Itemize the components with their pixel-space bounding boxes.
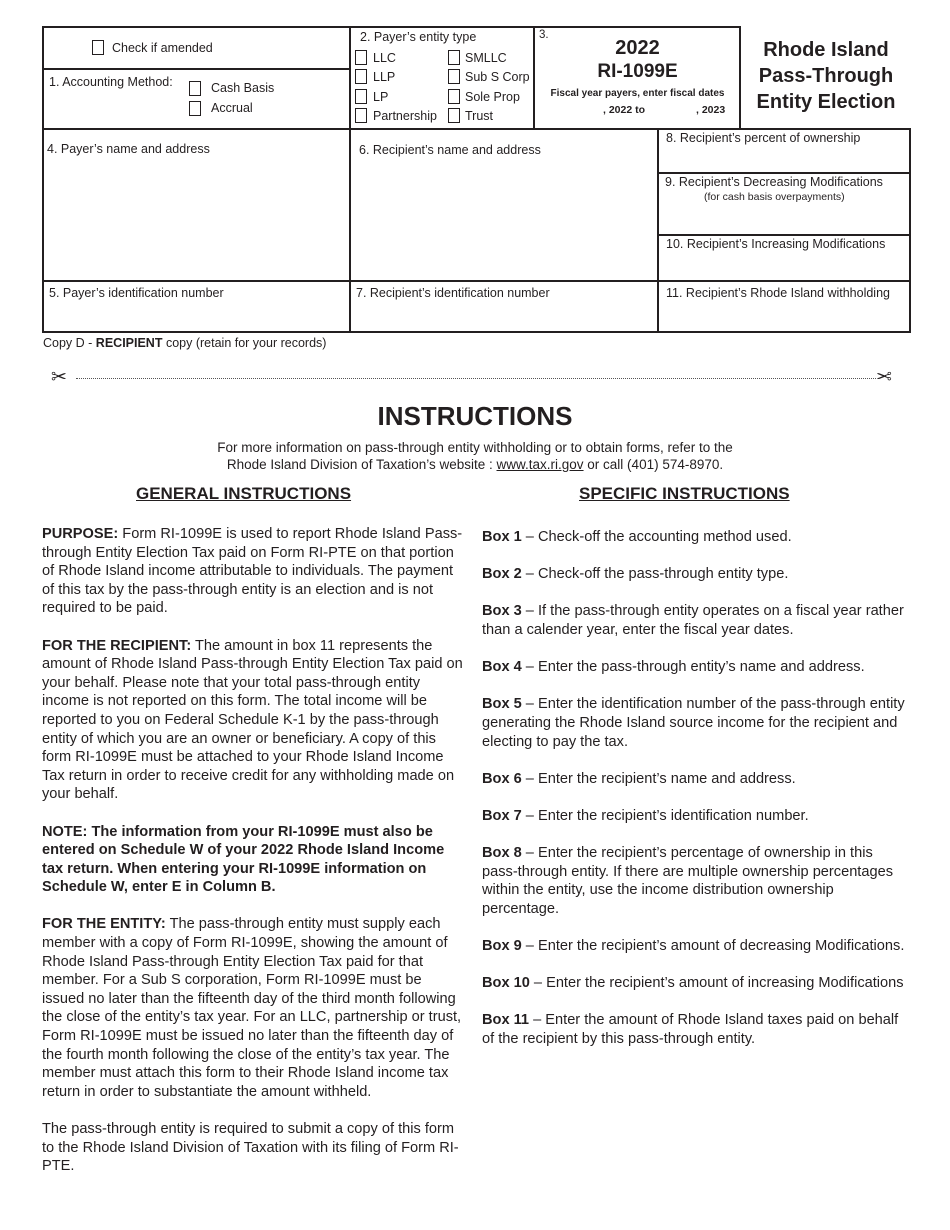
sub-s-corp-label: Sub S Corp: [465, 70, 530, 84]
copy-suffix: copy (retain for your records): [162, 336, 327, 350]
trust-checkbox[interactable]: [448, 108, 460, 123]
box-text: – Enter the pass-through entity’s name and address.: [521, 659, 865, 676]
specific-instructions: [482, 528, 910, 1067]
info-prefix: Rhode Island Division of Taxation’s website :: [226, 457, 497, 472]
info-suffix: or call (401) 574-8970.: [583, 457, 724, 472]
llp-checkbox[interactable]: [355, 69, 367, 84]
specific-item-box1: [482, 528, 910, 547]
copy-recipient: RECIPIENT: [95, 336, 163, 350]
specific-item-box3: [482, 602, 910, 639]
partnership-checkbox[interactable]: [355, 108, 367, 123]
accrual-checkbox[interactable]: [189, 101, 201, 116]
purpose-paragraph: [42, 525, 467, 618]
llc-label: LLC: [373, 51, 396, 65]
fiscal-year-note: Fiscal year payers, enter fiscal dates: [550, 88, 725, 99]
box7-recipient-id[interactable]: 7. Recipient’s identification number: [356, 286, 550, 300]
trust-label: Trust: [465, 109, 494, 123]
title-line-3: Entity Election: [756, 91, 896, 113]
form-number: RI-1099E: [597, 61, 678, 82]
sole-prop-label: Sole Prop: [465, 90, 520, 104]
website-link[interactable]: www.tax.ri.gov: [496, 457, 584, 472]
box-label: Box 11: [482, 1012, 530, 1029]
specific-item-box7: [482, 807, 910, 826]
box6-recipient-name-address[interactable]: 6. Recipient’s name and address: [359, 143, 541, 157]
form-title: [742, 37, 910, 115]
info-line-2: [0, 456, 950, 473]
box-text: – Enter the recipient’s percentage of ownership in this pass-through entity. If there are multiple ownership percentages within the entity, use the income distribution ownership percentage.: [482, 845, 894, 917]
box-text: – Enter the recipient’s amount of decreasing Modifications.: [521, 938, 905, 955]
lp-label: LP: [373, 90, 389, 104]
info-line-1: For more information on pass-through entity withholding or to obtain forms, refer to the: [217, 440, 733, 455]
box-text: – If the pass-through entity operates on a fiscal year rather than a calender year, enter the fiscal year dates.: [482, 603, 904, 638]
box-text: – Enter the recipient’s amount of increasing Modifications: [529, 975, 904, 992]
box-label: Box 5: [482, 696, 522, 713]
box-text: – Check-off the pass-through entity type.: [521, 566, 789, 583]
sole-prop-checkbox[interactable]: [448, 89, 460, 104]
box-label: Box 2: [482, 566, 522, 583]
box4-payer-name-address[interactable]: 4. Payer’s name and address: [47, 142, 210, 156]
box-text: – Enter the amount of Rhode Island taxes paid on behalf of the recipient by this pass-through entity.: [482, 1012, 899, 1048]
entity-label: FOR THE ENTITY:: [42, 916, 166, 933]
form-id-block: [536, 36, 739, 100]
copy-prefix: Copy D -: [43, 336, 96, 350]
box-label: Box 3: [482, 603, 522, 620]
box-label: Box 6: [482, 770, 522, 787]
box-label: Box 10: [482, 975, 530, 992]
entity-type-label: 2. Payer’s entity type: [360, 30, 477, 44]
specific-item-box8: [482, 844, 910, 918]
box-text: – Enter the identification number of the pass-through entity generating the Rhode Island source income for the recipient and electing to pay the tax.: [482, 696, 905, 750]
specific-item-box2: [482, 565, 910, 584]
general-instructions: [42, 525, 467, 1194]
box-text: – Check-off the accounting method used.: [521, 529, 792, 545]
accounting-method-label: 1. Accounting Method:: [49, 75, 173, 89]
box-label: Box 4: [482, 659, 522, 676]
instructions-heading: INSTRUCTIONS: [377, 401, 573, 431]
box-label: Box 7: [482, 807, 522, 824]
entity-paragraph: [42, 915, 467, 1101]
specific-item-box9: [482, 937, 910, 956]
box-label: Box 8: [482, 845, 522, 862]
partnership-label: Partnership: [373, 109, 437, 123]
fiscal-start-date[interactable]: , 2022 to: [603, 104, 646, 116]
box11-ri-withholding[interactable]: 11. Recipient’s Rhode Island withholding: [666, 286, 890, 300]
box9-note: (for cash basis overpayments): [704, 191, 845, 203]
box3-label: 3.: [539, 29, 549, 41]
box8-ownership-percent[interactable]: 8. Recipient’s percent of ownership: [666, 131, 861, 145]
smllc-checkbox[interactable]: [448, 50, 460, 65]
check-amended-label: Check if amended: [112, 41, 213, 55]
box-label: Box 9: [482, 938, 522, 955]
llp-label: LLP: [373, 70, 396, 84]
specific-item-box11: [482, 1011, 910, 1048]
copy-d-note: [43, 336, 326, 350]
box9-decreasing-modifications[interactable]: 9. Recipient’s Decreasing Modifications: [665, 175, 883, 189]
fiscal-end-date[interactable]: , 2023: [696, 104, 726, 116]
specific-item-box6: [482, 770, 910, 789]
box-text: – Enter the recipient’s name and address.: [521, 770, 796, 787]
scissors-right-icon: ✂: [876, 367, 892, 388]
box-text: – Enter the recipient’s identification number.: [521, 807, 809, 824]
general-instructions-heading: GENERAL INSTRUCTIONS: [136, 484, 352, 503]
title-line-1: Rhode Island: [763, 39, 889, 61]
scissors-left-icon: ✂: [51, 367, 67, 388]
sub-s-corp-checkbox[interactable]: [448, 69, 460, 84]
cut-line: [76, 378, 876, 379]
lp-checkbox[interactable]: [355, 89, 367, 104]
recipient-label: FOR THE RECIPIENT:: [42, 637, 192, 654]
more-info: [0, 439, 950, 473]
specific-item-box5: [482, 695, 910, 751]
submit-paragraph: The pass-through entity is required to submit a copy of this form to the Rhode Island Division of Taxation with its filing of Form RI-PTE.: [42, 1121, 459, 1175]
title-line-2: Pass-Through: [758, 65, 894, 87]
note-text: NOTE: The information from your RI-1099E must also be entered on Schedule W of your 2022 Rhode Island Income tax return. When entering your RI-1099E information on Schedule W, enter E in Column B.: [42, 823, 445, 896]
box5-payer-id[interactable]: 5. Payer’s identification number: [49, 286, 224, 300]
purpose-text: Form RI-1099E is used to report Rhode Island Pass-through Entity Election Tax paid on Form RI-PTE on that portion of Rhode Island income attributable to individuals. The payment of this tax by the pass-through entity is an election and is not required to be paid.: [42, 526, 463, 617]
llc-checkbox[interactable]: [355, 50, 367, 65]
amended-checkbox[interactable]: [92, 40, 104, 55]
accrual-label: Accrual: [211, 101, 253, 115]
recipient-paragraph: [42, 637, 467, 804]
box10-increasing-modifications[interactable]: 10. Recipient’s Increasing Modifications: [666, 237, 886, 251]
cash-basis-checkbox[interactable]: [189, 81, 201, 96]
smllc-label: SMLLC: [465, 51, 507, 65]
cash-basis-label: Cash Basis: [211, 81, 275, 95]
box-label: Box 1: [482, 529, 522, 545]
recipient-text: The amount in box 11 represents the amount of Rhode Island Pass-through Entity Election Tax paid on your behalf. Please note that your total pass-through entity income is not reported on this form. The total income will be reported to you on Federal Schedule K-1 by the pass-through entity of which you are an owner or beneficiary. A copy of this form RI-1099E must be attached to your Rhode Island Income Tax return in order to receive credit for any withholding made on your behalf.: [42, 637, 463, 803]
specific-item-box10: [482, 974, 910, 993]
purpose-label: PURPOSE:: [42, 526, 119, 542]
form-year: 2022: [615, 37, 660, 59]
specific-item-box4: [482, 658, 910, 677]
specific-instructions-heading: SPECIFIC INSTRUCTIONS: [579, 484, 790, 503]
note-paragraph: [42, 823, 467, 897]
entity-text: The pass-through entity must supply each member with a copy of Form RI-1099E, showing the amount of Rhode Island Pass-through Entity Election Tax paid for that member. For a Sub S corporation, Form RI-1099E must be issued no later than the fifteenth day of the third month following the close of the entity’s tax year. For an LLC, partnership or trust, Form RI-1099E must be issued no later than the fifteenth day of the fourth month following the close of the entity’s tax year. The member must attach this form to their Rhode Island income tax return in order to substantiate the amount withheld.: [42, 916, 462, 1100]
